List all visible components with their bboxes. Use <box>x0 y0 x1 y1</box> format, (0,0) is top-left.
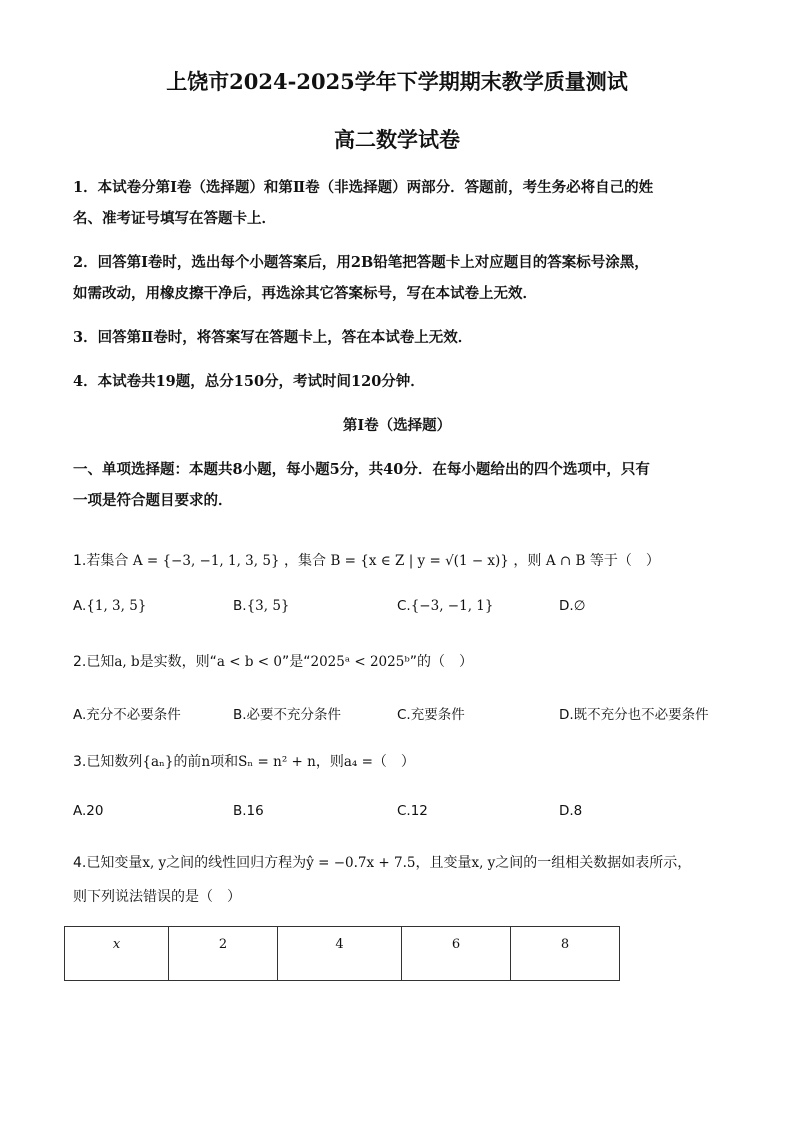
q2-option-a: A.充分不必要条件 <box>73 707 181 723</box>
q1-text-d: 等于（ ） <box>589 553 660 569</box>
question-4-stem-line-2: 则下列说法错误的是（ ） <box>73 889 241 905</box>
q4-regression: ŷ = −0.7x + 7.5 <box>306 855 416 871</box>
q4-vars: x, y <box>142 855 167 871</box>
part-one-line-2: 一项是符合题目要求的． <box>73 492 233 509</box>
q1-option-c <box>397 598 493 614</box>
option-letter: D. <box>559 598 574 614</box>
question-1-stem <box>73 551 723 571</box>
q4-text-d: 之间的一组相关数据如表所示， <box>495 855 692 871</box>
q2-option-b: B.必要不充分条件 <box>233 707 342 723</box>
q2-option-d: D.既不充分也不必要条件 <box>559 707 709 723</box>
option-letter: A. <box>73 598 87 614</box>
exam-title: 上饶市2024-2025学年下学期期末教学质量测试 <box>166 69 628 94</box>
q2-vars: a, b <box>114 654 140 670</box>
exam-subtitle: 高二数学试卷 <box>334 127 460 152</box>
q4-text-b: 之间的线性回归方程为 <box>166 855 307 871</box>
q2-text-a: 2.已知 <box>73 654 115 670</box>
q1-option-d <box>559 598 585 614</box>
question-2-stem <box>73 652 723 672</box>
q1-text-a: 1.若集合 <box>73 553 129 569</box>
q4-vars-2: x, y <box>471 855 496 871</box>
q4-data-table <box>64 926 620 981</box>
q3-sum: Sₙ = n² + n <box>238 754 316 770</box>
option-value: {−3, −1, 1} <box>410 598 494 614</box>
table-cell-header: x <box>65 927 169 981</box>
table-cell: 6 <box>402 927 511 981</box>
q3-text-a: 3.已知数列 <box>73 754 143 770</box>
q3-sequence: {aₙ} <box>142 754 174 770</box>
question-4-stem <box>73 853 723 873</box>
q1-option-b <box>233 598 290 614</box>
option-value: {3, 5} <box>246 598 290 614</box>
table-cell: 4 <box>278 927 402 981</box>
q1-option-a <box>73 598 146 614</box>
q3-option-c: C.12 <box>397 803 428 819</box>
q1-set-b: B = {x ∈ Z | y = √(1 − x)} <box>330 553 509 569</box>
q4-text-a: 4.已知变量 <box>73 855 143 871</box>
q1-set-a: A = {−3, −1, 1, 3, 5} <box>132 553 280 569</box>
option-value: {1, 3, 5} <box>86 598 147 614</box>
q4-text-c: ，且变量 <box>415 855 472 871</box>
q2-text-c: ”是“ <box>281 654 311 670</box>
q2-option-c: C.充要条件 <box>397 707 465 723</box>
q1-text-b: ，集合 <box>284 553 326 569</box>
option-value: ∅ <box>573 598 586 614</box>
q3-option-d: D.8 <box>559 803 583 819</box>
table-cell: 2 <box>169 927 278 981</box>
q3-n: n <box>201 754 211 770</box>
question-3-stem <box>73 752 723 772</box>
q2-inequality: 2025ᵃ < 2025ᵇ <box>310 654 410 670</box>
q3-text-b: 的前 <box>173 754 202 770</box>
q1-text-c: ，则 <box>513 553 542 569</box>
table-row <box>65 927 620 981</box>
q2-text-b: 是实数，则“ <box>139 654 217 670</box>
instruction-1-line-2: 名、准考证号填写在答题卡上． <box>73 210 276 227</box>
q3-option-a: A.20 <box>73 803 104 819</box>
instruction-3: 3．回答第Ⅱ卷时，将答案写在答题卡上，答在本试卷上无效． <box>73 329 473 346</box>
option-letter: C. <box>397 598 411 614</box>
q2-text-d: ”的（ ） <box>409 654 473 670</box>
q1-intersection: A ∩ B <box>545 553 586 569</box>
q3-text-e: （ ） <box>372 754 415 770</box>
q3-option-b: B.16 <box>233 803 264 819</box>
instruction-4: 4．本试卷共19题，总分150分，考试时间120分钟． <box>73 373 425 390</box>
instruction-1-line-1: 1．本试卷分第Ⅰ卷（选择题）和第Ⅱ卷（非选择题）两部分．答题前，考生务必将自己的姓 <box>73 179 654 196</box>
q3-text-d: ，则 <box>315 754 344 770</box>
q3-a4: a₄ = <box>343 754 373 770</box>
table-cell: 8 <box>511 927 620 981</box>
instruction-2-line-1: 2．回答第Ⅰ卷时，选出每个小题答案后，用2B铅笔把答题卡上对应题目的答案标号涂黑， <box>73 254 649 271</box>
section-title: 第Ⅰ卷（选择题） <box>342 417 452 434</box>
option-letter: B. <box>233 598 247 614</box>
part-one-line-1: 一、单项选择题：本题共8小题，每小题5分，共40分．在每小题给出的四个选项中，只有 <box>73 461 650 478</box>
q3-text-c: 项和 <box>210 754 239 770</box>
instruction-2-line-2: 如需改动，用橡皮擦干净后，再选涂其它答案标号，写在本试卷上无效． <box>73 285 537 302</box>
q2-condition: a < b < 0 <box>216 654 282 670</box>
